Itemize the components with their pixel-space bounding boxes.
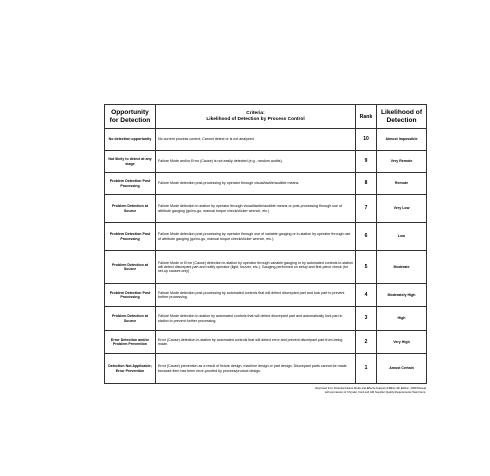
opportunity-column-header: Opportunity for Detection: [105, 105, 156, 129]
likelihood-cell: High: [377, 307, 427, 331]
likelihood-cell: Low: [377, 223, 427, 251]
rank-cell: 1: [356, 354, 377, 384]
detection-ranking-document: [104, 104, 426, 394]
criteria-cell: No current process control; Cannot detect or is not analyzed.: [156, 129, 356, 151]
source-footnote: [104, 387, 426, 394]
likelihood-cell: Moderately High: [377, 284, 427, 307]
opportunity-cell: No detection opportunity: [105, 129, 156, 151]
likelihood-cell: Very Remote: [377, 151, 427, 173]
table-header-row: [105, 105, 427, 129]
opportunity-cell: Detection Not Applicable; Error Prevention: [105, 354, 156, 384]
rank-cell: 9: [356, 151, 377, 173]
criteria-header-title: Criteria:: [246, 110, 265, 116]
rank-cell: 7: [356, 195, 377, 223]
likelihood-cell: Amost Certain: [377, 354, 427, 384]
criteria-cell: Error (Cause) prevention as a result of fixture design, machine design or part design. Discrepant parts cannot be made because item has been error-proofed by process/product design.: [156, 354, 356, 384]
criteria-cell: Failure Mode detection in-station by automated controls that will detect discrepant part and automatically lock part in station to prevent further processing.: [156, 307, 356, 331]
rank-cell: 8: [356, 173, 377, 195]
rank-cell: 3: [356, 307, 377, 331]
table-row: [105, 223, 427, 251]
footnote-line: Reprinted from Potential Failure Mode and Effects Analysis (FMEA) 4th Edition, 2008 Manual: [315, 387, 426, 390]
likelihood-cell: Moderate: [377, 251, 427, 284]
rank-cell: 6: [356, 223, 377, 251]
table-row: [105, 307, 427, 331]
table-row: [105, 129, 427, 151]
likelihood-cell: Remote: [377, 173, 427, 195]
table-row: [105, 151, 427, 173]
rank-cell: 2: [356, 331, 377, 354]
likelihood-cell: Very Low: [377, 195, 427, 223]
criteria-header-subtitle: Likelihood of Detection by Process Control: [206, 116, 305, 122]
criteria-column-header: [156, 105, 356, 129]
opportunity-cell: Not likely to detect at any stage: [105, 151, 156, 173]
opportunity-cell: Problem Detection at Source: [105, 307, 156, 331]
table-row: [105, 251, 427, 284]
opportunity-cell: Error Detection and/or Problem Prevention: [105, 331, 156, 354]
detection-ranking-table: [104, 104, 427, 384]
likelihood-column-header: Likelihood of Detection: [377, 105, 427, 129]
criteria-cell: Failure Mode detection post-processing by automated controls that will detect discrepant part and lock part to prevent further processing.: [156, 284, 356, 307]
table-row: [105, 284, 427, 307]
likelihood-cell: Almost Impossible: [377, 129, 427, 151]
footnote-line: with permission of Chrysler, Ford and GM Supplier Quality Requirements Task Force.: [324, 390, 426, 394]
opportunity-cell: Problem Detection Post Processing: [105, 173, 156, 195]
opportunity-cell: Problem Detection at Source: [105, 195, 156, 223]
criteria-cell: Failure Mode detection post-processing by operator through visual/tactile/audible means.: [156, 173, 356, 195]
criteria-cell: Failure Mode or Error (Cause) detection in-station by operator through variable gauging or by automated controls in-station will detect discrepant part and notify operator (light, buzzer, etc.). Gauging performed on setup and first-piece check (for set-up causes only): [156, 251, 356, 284]
criteria-cell: Failure Mode and/or Error (Cause) is not easily detected (e.g., random audits).: [156, 151, 356, 173]
criteria-cell: Failure Mode detection in-station by operator through visual/tactile/audible means or post-processing through use of attribute gauging (go/no-go, manual torque check/clicker wrench, etc.): [156, 195, 356, 223]
table-row: [105, 354, 427, 384]
table-row: [105, 331, 427, 354]
rank-cell: 4: [356, 284, 377, 307]
table-row: [105, 195, 427, 223]
rank-column-header: Rank: [356, 105, 377, 129]
criteria-cell: Error (Cause) detection in-station by automated controls that will detect error and prevent discrepant part from being made.: [156, 331, 356, 354]
table-row: [105, 173, 427, 195]
opportunity-cell: Problem Detection Post Processing: [105, 284, 156, 307]
likelihood-cell: Very High: [377, 331, 427, 354]
rank-cell: 10: [356, 129, 377, 151]
rank-cell: 5: [356, 251, 377, 284]
criteria-cell: Failure Mode detection post-processing by operator through use of variable gauging or in-station by operator through use of attribute gauging (go/no-go, manual torque check/clicker wrench, etc.).: [156, 223, 356, 251]
opportunity-cell: Problem Detection Post Processing: [105, 223, 156, 251]
opportunity-cell: Problem Detection at Source: [105, 251, 156, 284]
